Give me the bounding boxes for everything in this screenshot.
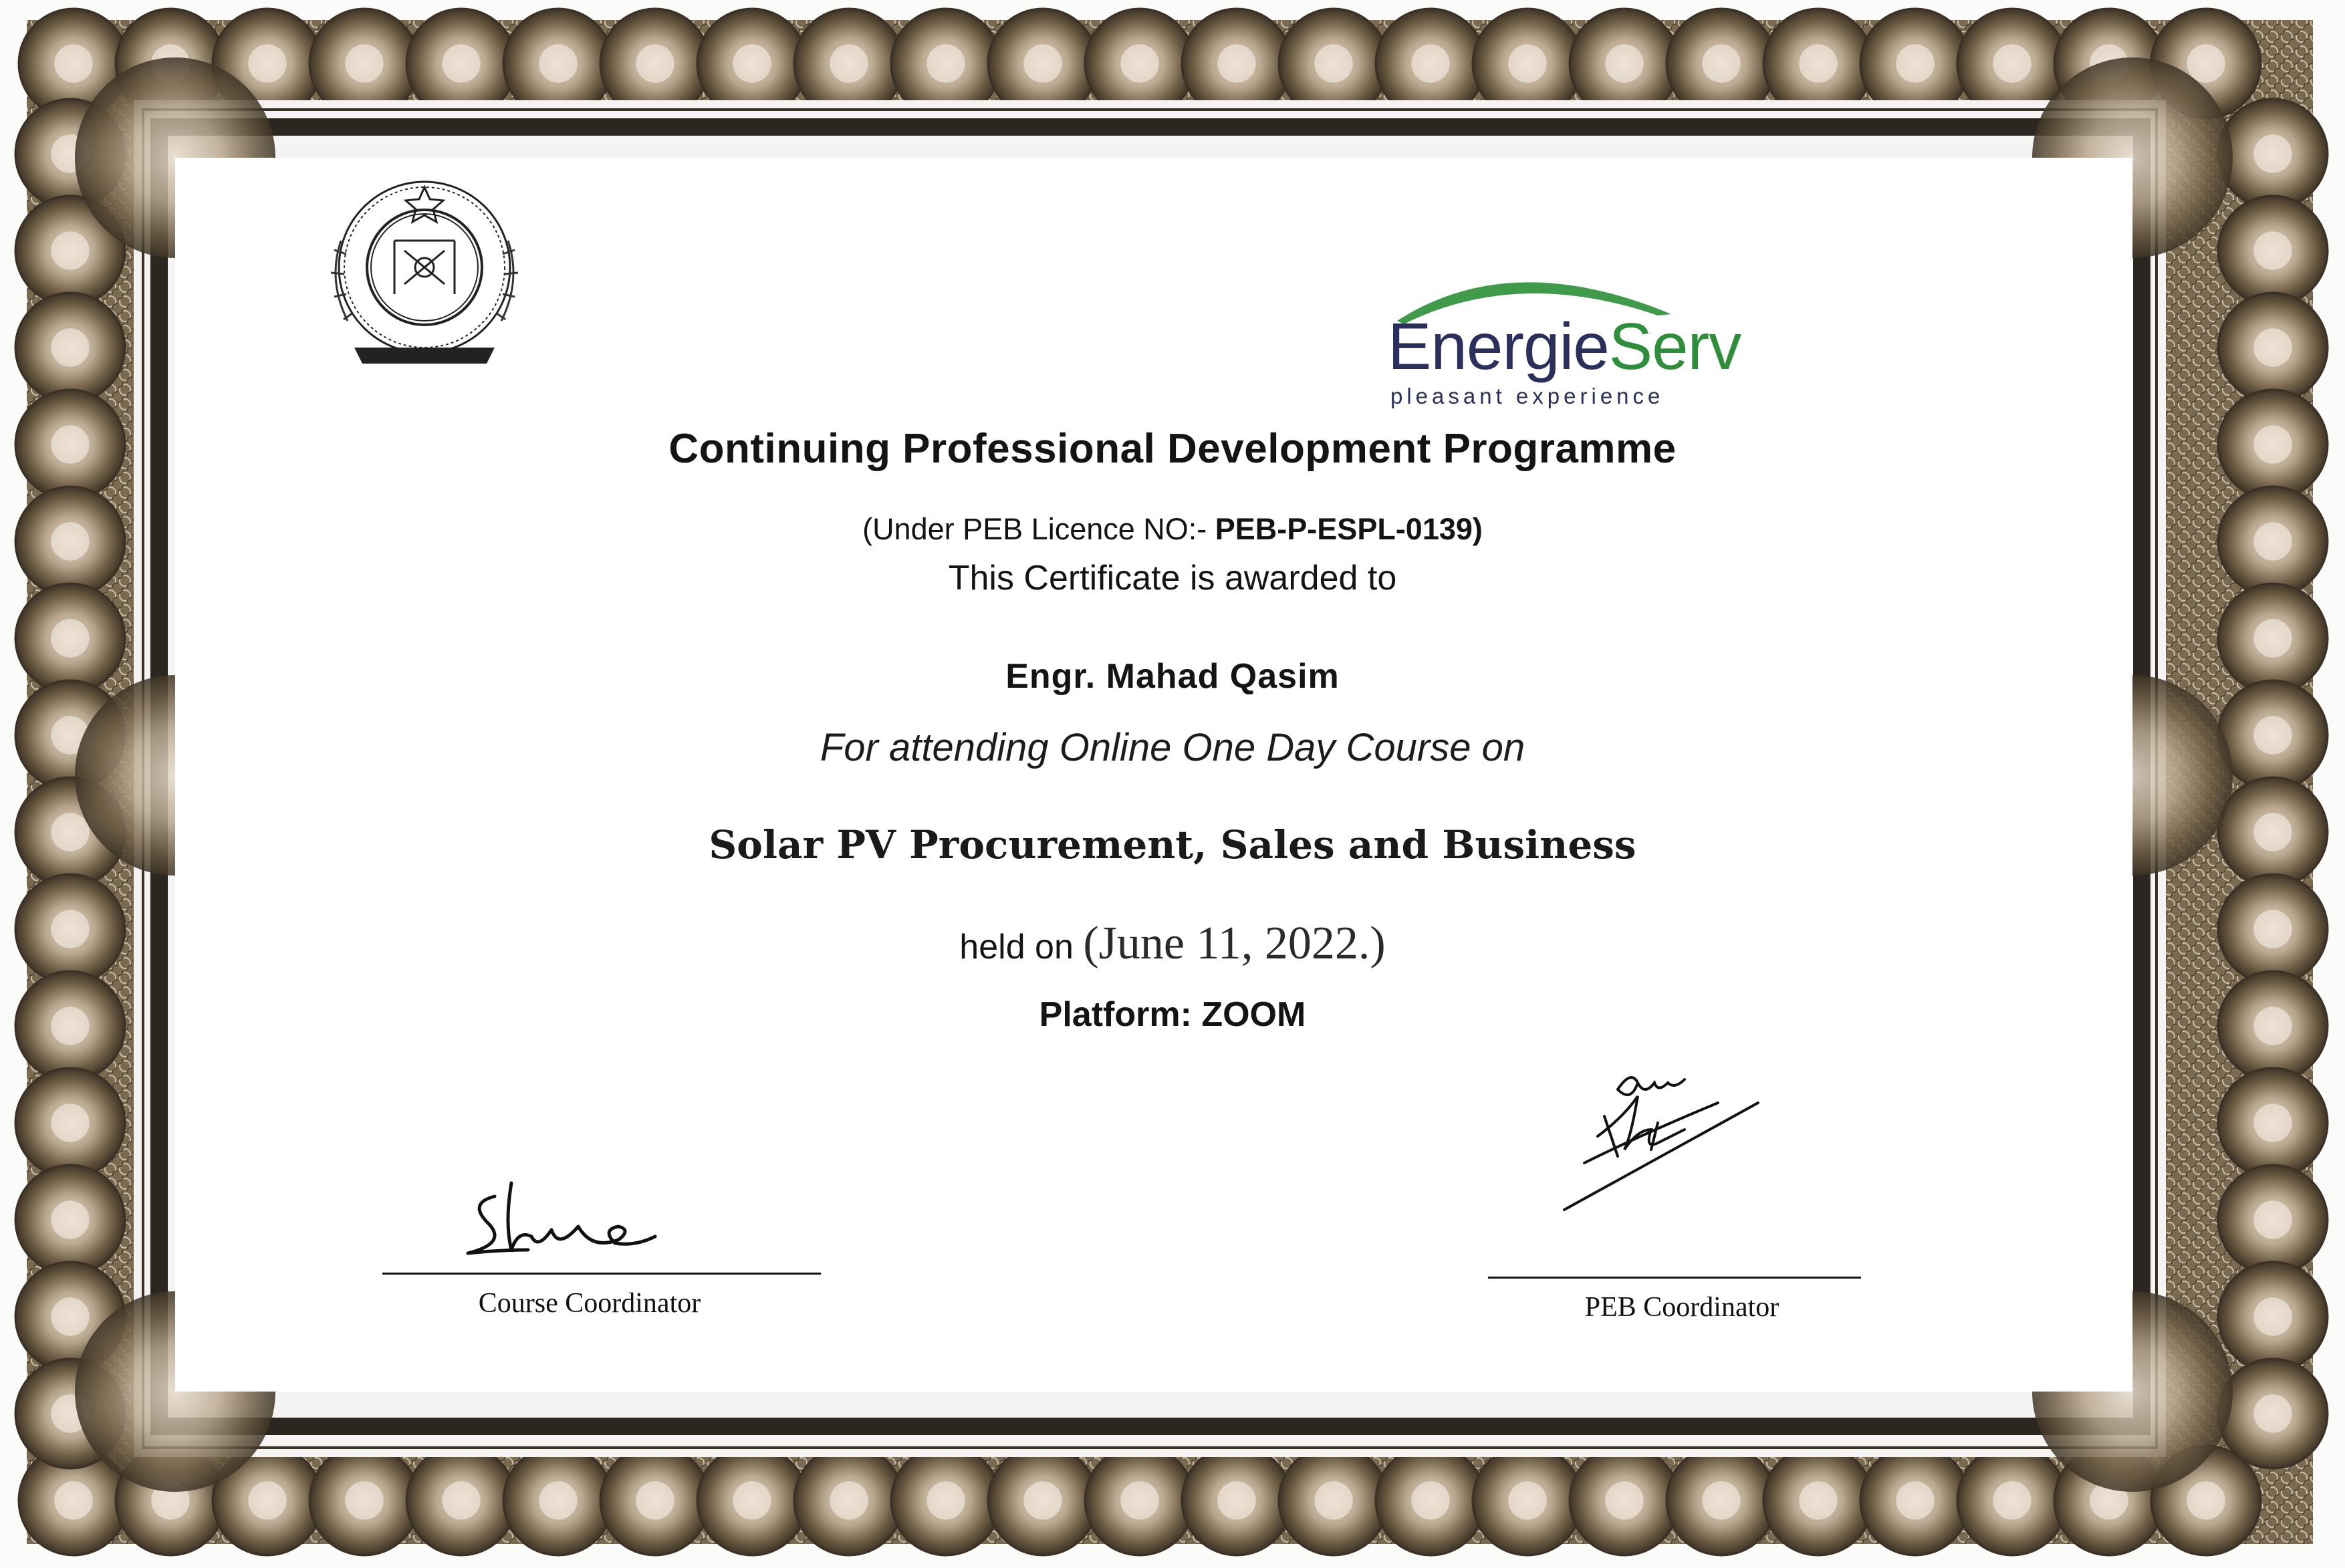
peb-coordinator-signature <box>1558 1063 1771 1216</box>
licence-line <box>0 512 2345 547</box>
right-signature-line <box>1488 1277 1861 1279</box>
pakistan-engineering-council-seal <box>307 160 541 394</box>
left-signature-line <box>382 1273 821 1275</box>
awarded-text: This Certificate is awarded to <box>948 559 1397 598</box>
peb-coordinator-caption: PEB Coordinator <box>1584 1292 1779 1323</box>
held-on-label: held on <box>959 928 1084 966</box>
recipient-name: Engr. Mahad Qasim <box>1005 657 1340 696</box>
held-on-line <box>0 917 2345 970</box>
held-on-date: (June 11, 2022.) <box>1083 918 1386 969</box>
course-coordinator-caption: Course Coordinator <box>478 1288 701 1319</box>
attending-text: For attending Online One Day Course on <box>820 726 1525 769</box>
licence-number: PEB-P-ESPL-0139) <box>1215 512 1483 546</box>
energieserv-logo: EnergieServ <box>1388 309 1741 383</box>
course-title: Solar PV Procurement, Sales and Business <box>709 822 1636 868</box>
licence-prefix: (Under PEB Licence NO:- <box>862 512 1215 546</box>
logo-tagline: pleasant experience <box>1390 384 1664 408</box>
course-coordinator-signature <box>455 1176 682 1263</box>
platform-line: Platform: ZOOM <box>1039 995 1306 1034</box>
programme-title: Continuing Professional Development Programme <box>668 426 1677 472</box>
